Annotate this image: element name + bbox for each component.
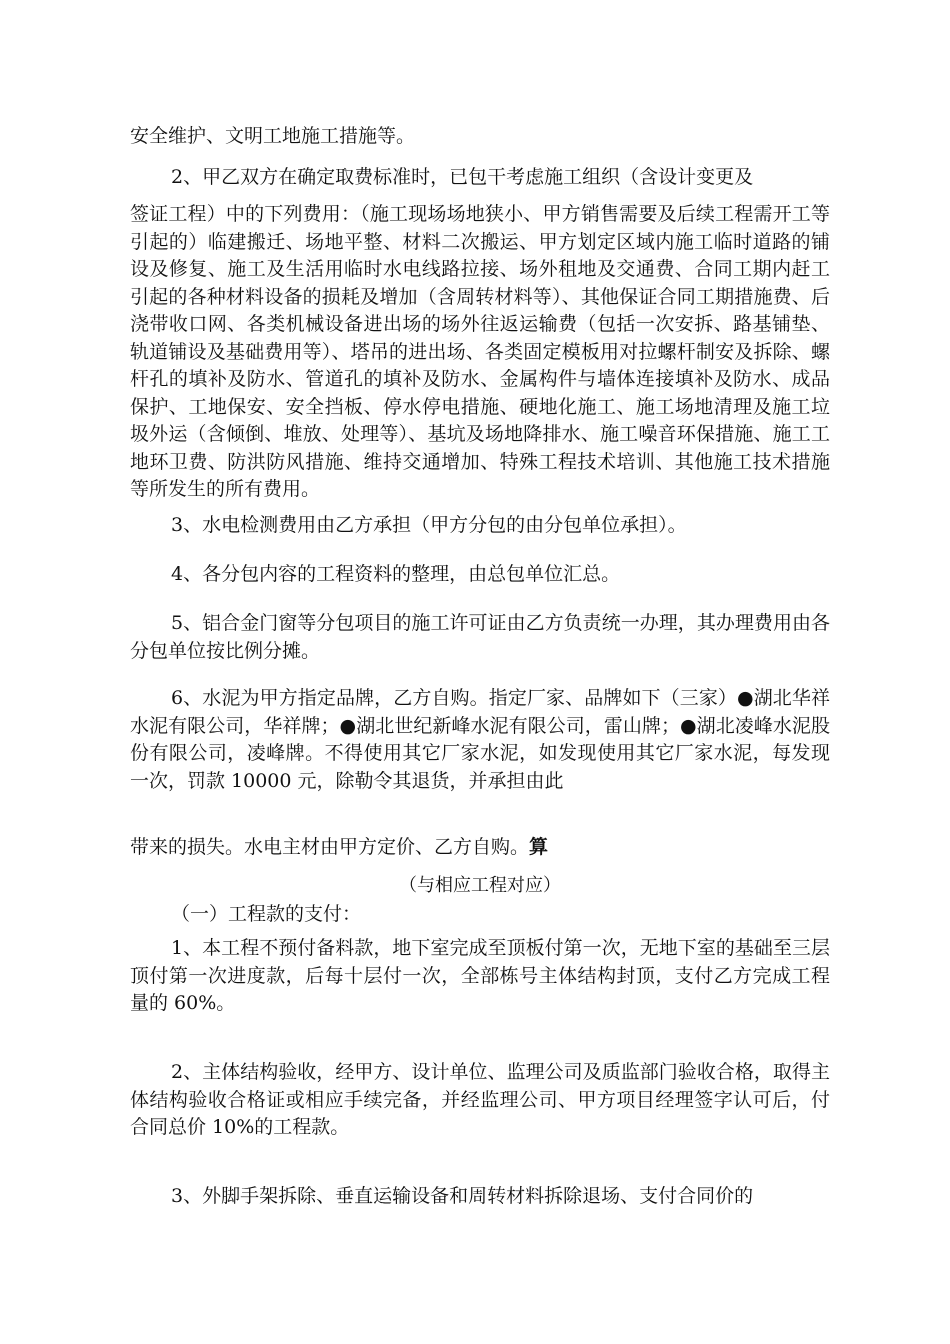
payment-clause-3: 3、外脚手架拆除、垂直运输设备和周转材料拆除退场、支付合同价的 [171, 1185, 754, 1207]
paragraph-5: 5、铝合金门窗等分包项目的施工许可证由乙方负责统一办理，其办理费用由各分包单位按比例分摊。 [130, 612, 830, 662]
paragraph-2-line-1: 2、甲乙双方在确定取费标准时，已包干考虑施工组织（含设计变更及 [171, 166, 754, 188]
paragraph-6: 6、水泥为甲方指定品牌，乙方自购。指定厂家、品牌如下（三家）●湖北华祥水泥有限公司，华祥牌；●湖北世纪新峰水泥有限公司，雷山牌；●湖北凌峰水泥股份有限公司，凌峰牌。不得使用其它厂家水泥，如发现使用其它厂家水泥，每发现一次，罚款 10000 元，除勒令其退货，并承担由此 [130, 687, 830, 792]
paragraph-2-body: 签证工程）中的下列费用：（施工现场场地狭小、甲方销售需要及后续工程需开工等引起的）临建搬迁、场地平整、材料二次搬运、甲方划定区域内施工临时道路的铺设及修复、施工及生活用临时水电线路拉接、场外租地及交通费、合同工期内赶工引起的各种材料设备的损耗及增加（含周转材料等）、其他保证合同工期措施费、后浇带收口网、各类机械设备进出场的场外往返运输费（包括一次安拆、路基铺垫、轨道铺设及基础费用等）、塔吊的进出场、各类固定模板用对拉螺杆制安及拆除、螺杆孔的填补及防水、管道孔的填补及防水、金属构件与墙体连接填补及防水、成品保护、工地保安、安全挡板、停水停电措施、硬地化施工、施工场地清理及施工垃圾外运（含倾倒、堆放、处理等）、基坑及场地降排水、施工噪音环保措施、施工工地环卫费、防洪防风措施、维持交通增加、特殊工程技术培训、其他施工技术措施等所发生的所有费用。 [130, 203, 830, 500]
payment-clause-2: 2、主体结构验收，经甲方、设计单位、监理公司及质监部门验收合格，取得主体结构验收合格证或相应手续完备，并经监理公司、甲方项目经理签字认可后，付合同总价 10%的工程款。 [130, 1061, 830, 1138]
paragraph-3: 3、水电检测费用由乙方承担（甲方分包的由分包单位承担）。 [171, 514, 687, 536]
paragraph-6-end [130, 834, 830, 862]
section-note: （与相应工程对应） [399, 875, 561, 896]
section-heading-payment: （一）工程款的支付： [171, 903, 362, 925]
paragraph-4: 4、各分包内容的工程资料的整理，由总包单位汇总。 [171, 563, 621, 585]
trailing-character: 算 [529, 836, 549, 858]
paragraph-6-end-text: 带来的损失。水电主材由甲方定价、乙方自购。 [130, 836, 530, 858]
paragraph-1: 安全维护、文明工地施工措施等。 [130, 125, 416, 147]
payment-clause-1: 1、本工程不预付备料款，地下室完成至顶板付第一次，无地下室的基础至三层顶付第一次进度款，后每十层付一次，全部栋号主体结构封顶，支付乙方完成工程量的 60%。 [130, 937, 830, 1014]
